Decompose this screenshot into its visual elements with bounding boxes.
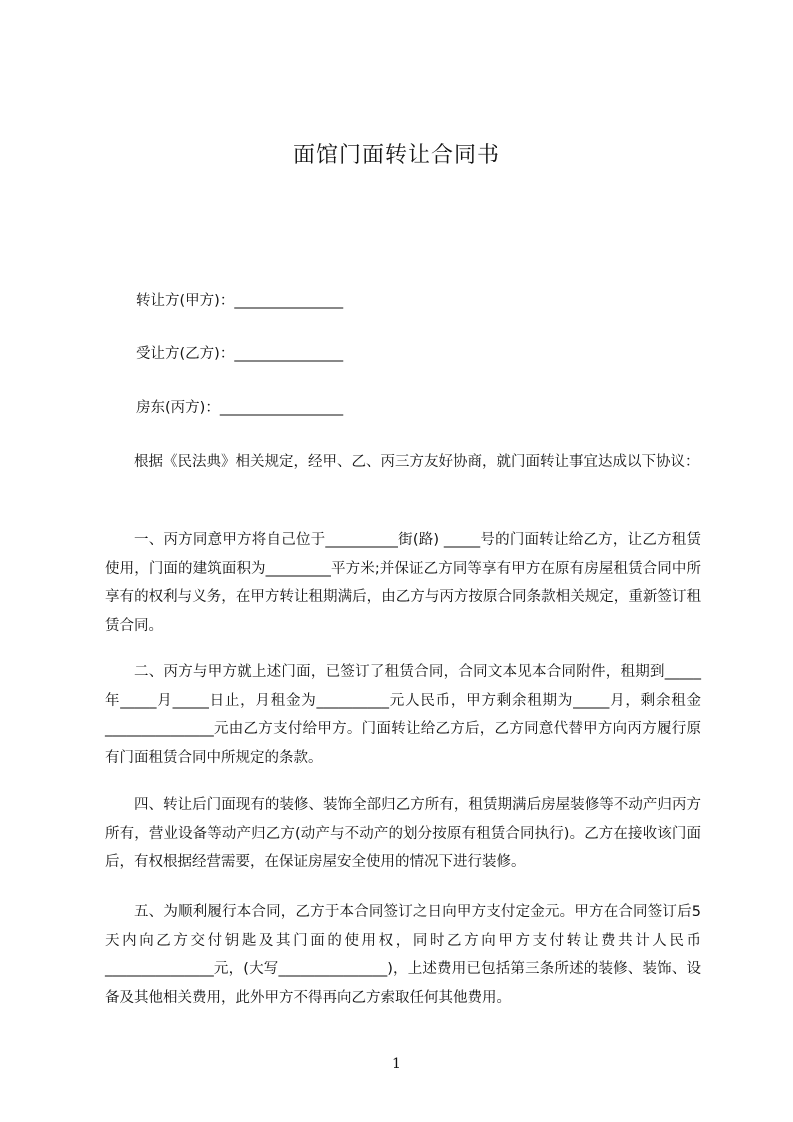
party-transferee-line: 受让方(乙方)：_______________ bbox=[136, 346, 344, 362]
party-landlord-line: 房东(丙方)：_________________ bbox=[136, 400, 344, 416]
preamble-paragraph: 根据《民法典》相关规定，经甲、乙、丙三方友好协商，就门面转让事宜达成以下协议： bbox=[134, 454, 700, 470]
party-transferor-line: 转让方(甲方)：_______________ bbox=[136, 293, 344, 309]
document-title: 面馆门面转让合同书 bbox=[292, 143, 500, 168]
clause-1-paragraph: 一、丙方同意甲方将自己位于__________街(路) _____号的门面转让给乙方，让乙方租赁使用，门面的建筑面积为_________平方米;并保证乙方同等享有甲方在原有房屋租赁合同中所享有的权利与义务，在甲方转让租期满后，由乙方与丙方按原合同条款相关规定，重新签订租赁合同。 bbox=[105, 532, 701, 634]
clause-4-paragraph: 四、转让后门面现有的装修、装饰全部归乙方所有，租赁期满后房屋装修等不动产归丙方所有，营业设备等动产归乙方(动产与不动产的划分按原有租赁合同执行)。乙方在接收该门面后，有权根据经营需要，在保证房屋安全使用的情况下进行装修。 bbox=[105, 797, 701, 870]
clause-2-paragraph: 二、丙方与甲方就上述门面，已签订了租赁合同，合同文本见本合同附件，租期到_____年_____月_____日止，月租金为__________元人民币，甲方剩余租期为_____月，剩余租金_______________元由乙方支付给甲方。门面转让给乙方后，乙方同意代替甲方向丙方履行原有门面租赁合同中所规定的条款。 bbox=[105, 664, 701, 766]
page-number: 1 bbox=[392, 1056, 401, 1072]
clause-5-paragraph: 五、为顺利履行本合同，乙方于本合同签订之日向甲方支付定金元。甲方在合同签订后5天内向乙方交付钥匙及其门面的使用权，同时乙方向甲方支付转让费共计人民币_______________元，(大写_______________)，上述费用已包括第三条所述的装修、装饰、设备及其他相关费用，此外甲方不得再向乙方索取任何其他费用。 bbox=[105, 904, 701, 1006]
